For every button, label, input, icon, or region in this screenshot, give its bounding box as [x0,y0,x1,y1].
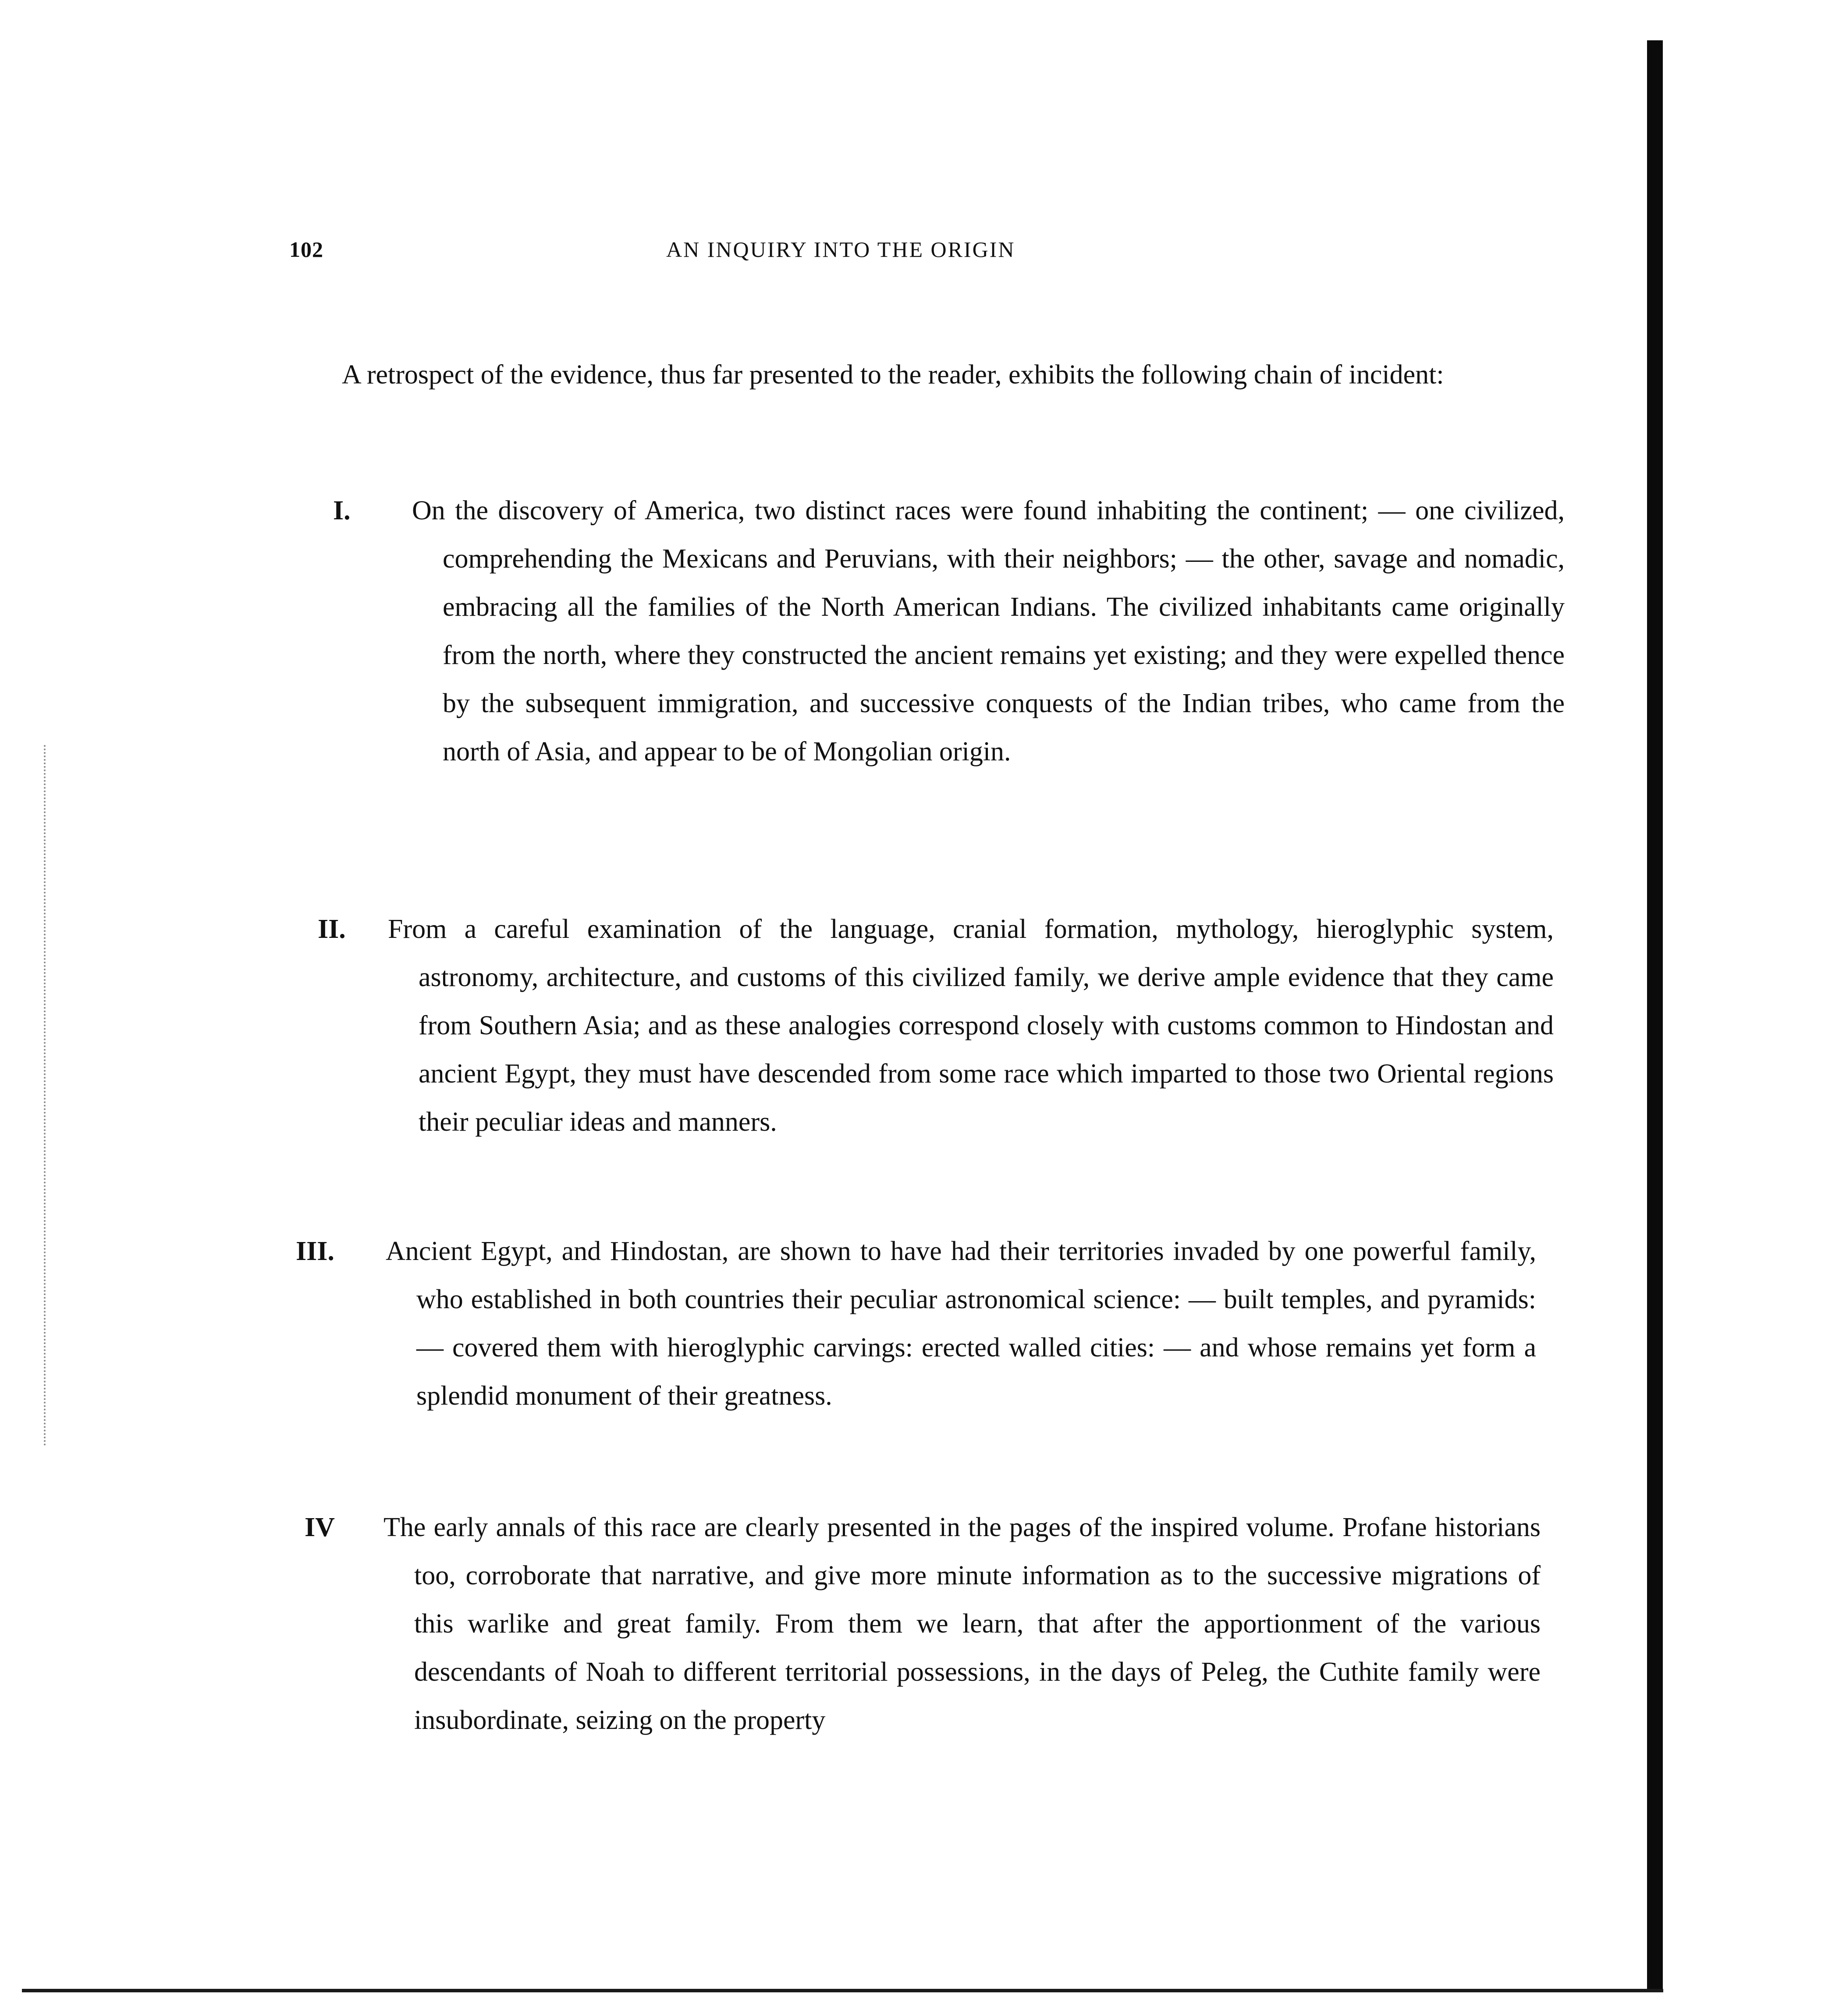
intro-paragraph: A retrospect of the evidence, thus far presented to the reader, exhibits the following chain of incident: [342,360,1444,390]
running-title: AN INQUIRY INTO THE ORIGIN [666,237,1015,262]
item-numeral: III. [296,1236,334,1266]
page-bottom-edge-line [22,1989,1663,1992]
item-text: Ancient Egypt, and Hindostan, are shown to have had their territories invaded by one powerful family, who established in both countries their peculiar astronomical science: — built temples, and pyramids: — covered them with hieroglyphic carvings: erected walled cities: — and whose remains yet form a splendid monument of their greatness. [386,1236,1536,1411]
page-left-edge-specks [44,745,47,1446]
item-numeral: I. [333,496,351,525]
item-numeral: II. [318,914,346,944]
item-numeral: IV [305,1512,335,1542]
page-right-edge-shadow [1647,40,1663,1989]
page-number: 102 [289,237,323,262]
item-text: From a careful examination of the language, cranial formation, mythology, hieroglyphic system, astronomy, architecture, and customs of this civilized family, we derive ample evidence that they came from Southern Asia; and as these analogies correspond closely with customs common to Hindostan and ancient Egypt, they must have descended from some race which imparted to those two Oriental regions their peculiar ideas and manners. [388,914,1554,1137]
item-text: On the discovery of America, two distinct races were found inhabiting the continent; — one civilized, comprehending the Mexicans and Peruvians, with their neighbors; — the other, savage and nomadic, embracing all the families of the North American Indians. The civilized inhabitants came originally from the north, where they constructed the ancient remains yet existing; and they were expelled thence by the subsequent immigration, and successive conquests of the Indian tribes, who came from the north of Asia, and appear to be of Mongolian origin. [412,496,1565,767]
item-text: The early annals of this race are clearly presented in the pages of the inspired volume. Profane historians too, corroborate that narrative, and give more minute information as to the successive migrations of this warlike and great family. From them we learn, that after the apportionment of the various descendants of Noah to different territorial possessions, in the days of Peleg, the Cuthite family were insubordinate, seizing on the property [383,1512,1541,1735]
